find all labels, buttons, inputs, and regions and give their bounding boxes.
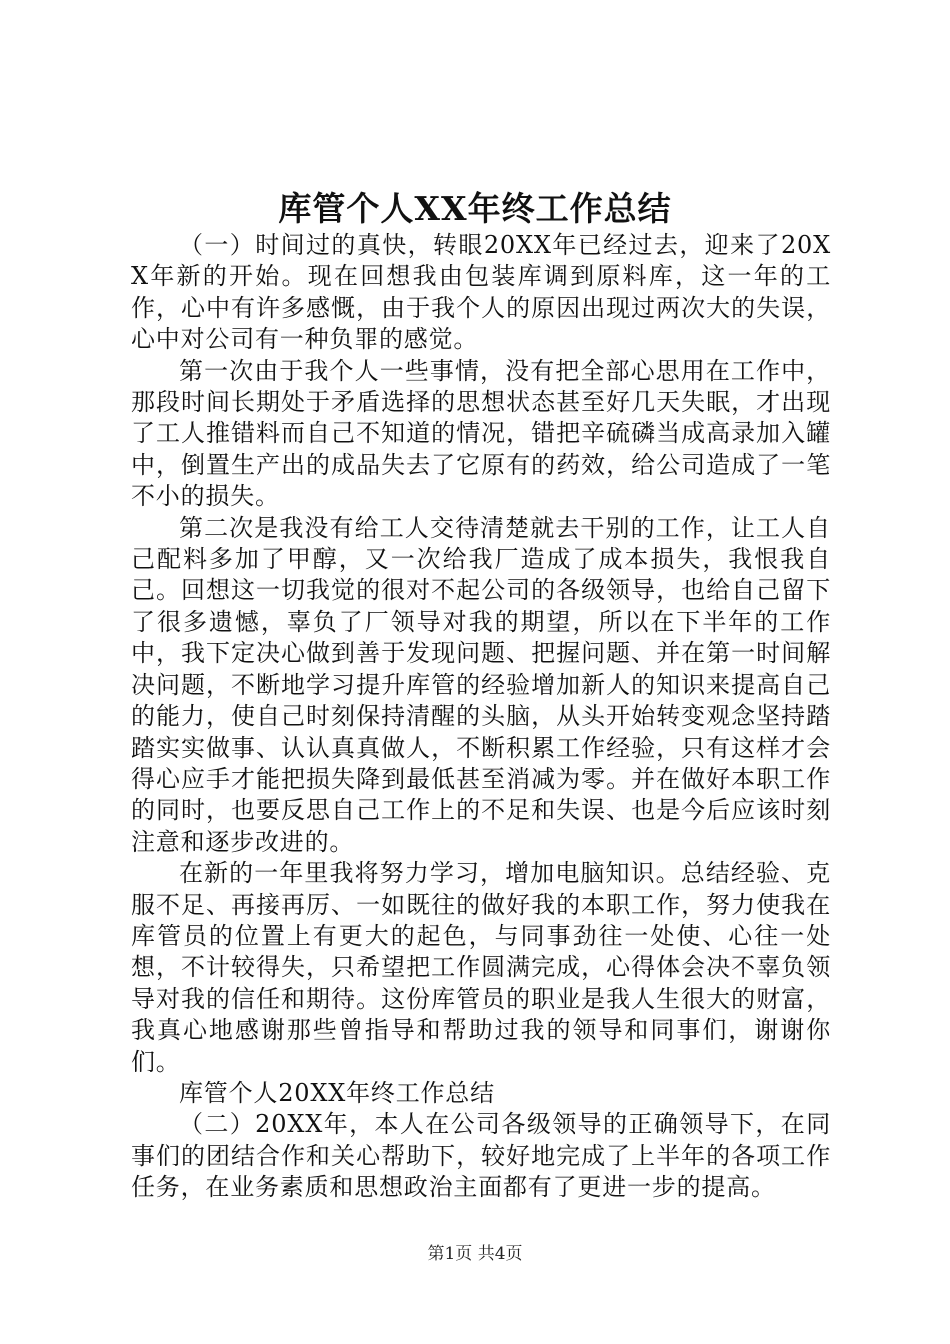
- paragraph-3: 第二次是我没有给工人交待清楚就去干别的工作，让工人自己配料多加了甲醇，又一次给我厂造成了成本损失，我恨我自己。回想这一切我觉的很对不起公司的各级领导，也给自己留下了很多遗憾，辜负了厂领导对我的期望，所以在下半年的工作中，我下定决心做到善于发现问题、把握问题、并在第一时间解决问题，不断地学习提升库管的经验增加新人的知识来提高自己的能力，使自己时刻保持清醒的头脑，从头开始转变观念坚持踏踏实实做事、认认真真做人，不断积累工作经验，只有这样才会得心应手才能把损失降到最低甚至消减为零。并在做好本职工作的同时，也要反思自己工作上的不足和失误、也是今后应该时刻注意和逐步改进的。: [131, 513, 831, 856]
- paragraph-4: 在新的一年里我将努力学习，增加电脑知识。总结经验、克服不足、再接再厉、一如既往的做好我的本职工作，努力使我在库管员的位置上有更大的起色，与同事劲往一处使、心往一处想，不计较得失，只希望把工作圆满完成，心得体会决不辜负领导对我的信任和期待。这份库管员的职业是我人生很大的财富，我真心地感谢那些曾指导和帮助过我的领导和同事们，谢谢你们。: [131, 859, 831, 1076]
- paragraph-5: （二）20XX年，本人在公司各级领导的正确领导下，在同事们的团结合作和关心帮助下，较好地完成了上半年的各项工作任务，在业务素质和思想政治主面都有了更进一步的提高。: [131, 1110, 831, 1202]
- document-body: [131, 230, 831, 1204]
- paragraph-1: （一）时间过的真快，转眼20XX年已经过去，迎来了20XX年新的开始。现在回想我由包装库调到原料库，这一年的工作，心中有许多感慨，由于我个人的原因出现过两次大的失误，心中对公司有一种负罪的感觉。: [131, 231, 831, 354]
- page-footer: 第1页 共4页: [427, 1244, 523, 1264]
- document-title: 库管个人XX年终工作总结: [278, 189, 672, 228]
- section-heading: 库管个人20XX年终工作总结: [179, 1078, 495, 1107]
- paragraph-2: 第一次由于我个人一些事情，没有把全部心思用在工作中，那段时间长期处于矛盾选择的思想状态甚至好几天失眠，才出现了工人推错料而自己不知道的情况，错把辛硫磷当成高录加入罐中，倒置生产出的成品失去了它原有的药效，给公司造成了一笔不小的损失。: [131, 356, 831, 511]
